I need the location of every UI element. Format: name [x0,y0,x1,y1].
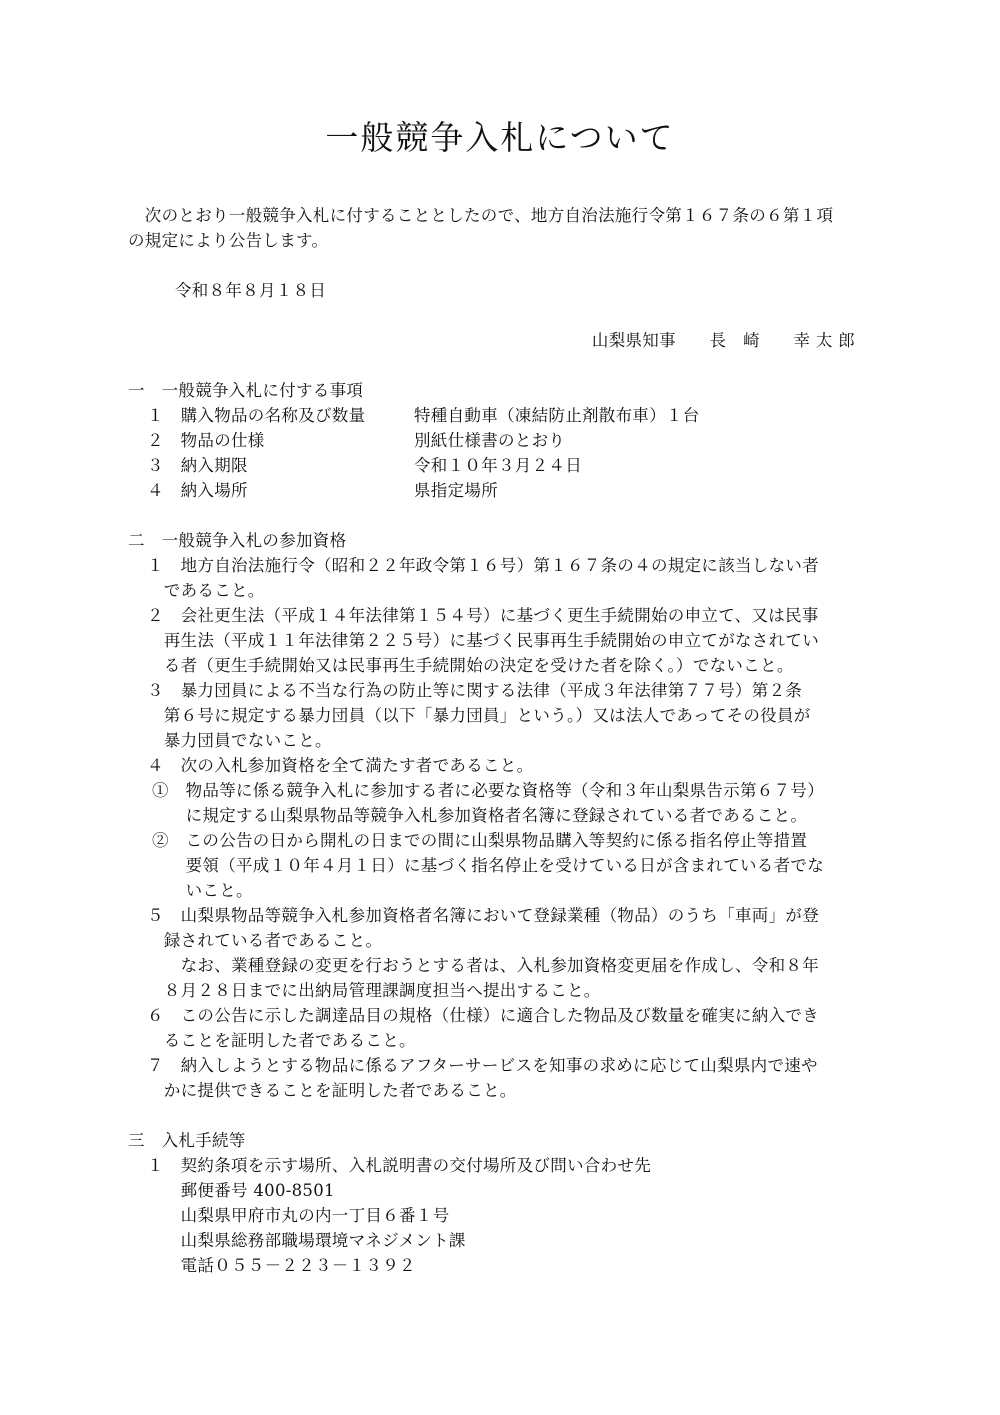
body-line: ① 物品等に係る競争入札に参加する者に必要な資格等（令和３年山梨県告示第６７号） [152,781,824,800]
notice-date: 令和８年８月１８日 [175,281,327,300]
body-line: 暴力団員でないこと。 [147,731,332,750]
body-line: ② この公告の日から開札の日までの間に山梨県物品購入等契約に係る指名停止等措置 [152,831,808,850]
body-line: ８月２８日までに出納局管理課調度担当へ提出すること。 [147,981,601,1000]
body-line: る者（更生手続開始又は民事再生手続開始の決定を受けた者を除く。）でないこと。 [147,656,794,675]
section-heading-3: 三 入札手続等 [128,1131,246,1150]
body-line: ４ 次の入札参加資格を全て満たす者であること。 [147,756,534,775]
document-title: 一般競争入札について [325,118,675,157]
body-line: かに提供できることを証明した者であること。 [147,1081,517,1100]
intro-line-2: の規定により公告します。 [128,231,329,250]
section-heading-1: 一 一般競争入札に付する事項 [128,381,364,400]
body-line: 要領（平成１０年４月１日）に基づく指名停止を受けている日が含まれている者でな [152,856,824,875]
body-line: 第６号に規定する暴力団員（以下「暴力団員」という。）又は法人であってその役員が [147,706,811,725]
address: 山梨県甲府市丸の内一丁目６番１号 [147,1206,450,1225]
section-heading-2: 二 一般競争入札の参加資格 [128,531,347,550]
phone-number: 電話０５５－２２３－１３９２ [147,1256,416,1275]
body-line: １ 地方自治法施行令（昭和２２年政令第１６号）第１６７条の４の規定に該当しない者 [147,556,819,575]
body-line: ７ 納入しようとする物品に係るアフターサービスを知事の求めに応じて山梨県内で速や [147,1056,818,1075]
item-value: 別紙仕様書のとおり [414,431,566,450]
item-label: ４ 納入場所 [147,481,248,500]
body-line: 再生法（平成１１年法律第２２５号）に基づく民事再生手続開始の申立てがなされてい [147,631,819,650]
body-line: に規定する山梨県物品等競争入札参加資格者名簿に登録されている者であること。 [152,806,808,825]
item-label: ３ 納入期限 [147,456,248,475]
body-line: いこと。 [152,881,253,900]
intro-line-1: 次のとおり一般競争入札に付することとしたので、地方自治法施行令第１６７条の６第１項 [128,206,834,225]
body-line: 録されている者であること。 [147,931,383,950]
body-line: ることを証明した者であること。 [147,1031,416,1050]
body-line: ２ 会社更生法（平成１４年法律第１５４号）に基づく更生手続開始の申立て、又は民事 [147,606,819,625]
body-line: １ 契約条項を示す場所、入札説明書の交付場所及び問い合わせ先 [147,1156,651,1175]
department: 山梨県総務部職場環境マネジメント課 [147,1231,466,1250]
body-line: であること。 [147,581,265,600]
body-line: ３ 暴力団員による不当な行為の防止等に関する法律（平成３年法律第７７号）第２条 [147,681,803,700]
signatory: 山梨県知事 長 崎 幸 太 郎 [591,331,855,350]
item-value: 令和１０年３月２４日 [414,456,582,475]
body-line: ５ 山梨県物品等競争入札参加資格者名簿において登録業種（物品）のうち「車両」が登 [147,906,819,925]
item-value: 特種自動車（凍結防止剤散布車）１台 [414,406,700,425]
item-label: ２ 物品の仕様 [147,431,265,450]
body-line: なお、業種登録の変更を行おうとする者は、入札参加資格変更届を作成し、令和８年 [147,956,819,975]
postal-code: 郵便番号 400-8501 [147,1181,335,1200]
item-value: 県指定場所 [414,481,498,500]
item-label: １ 購入物品の名称及び数量 [147,406,366,425]
body-line: ６ この公告に示した調達品目の規格（仕様）に適合した物品及び数量を確実に納入でき [147,1006,819,1025]
